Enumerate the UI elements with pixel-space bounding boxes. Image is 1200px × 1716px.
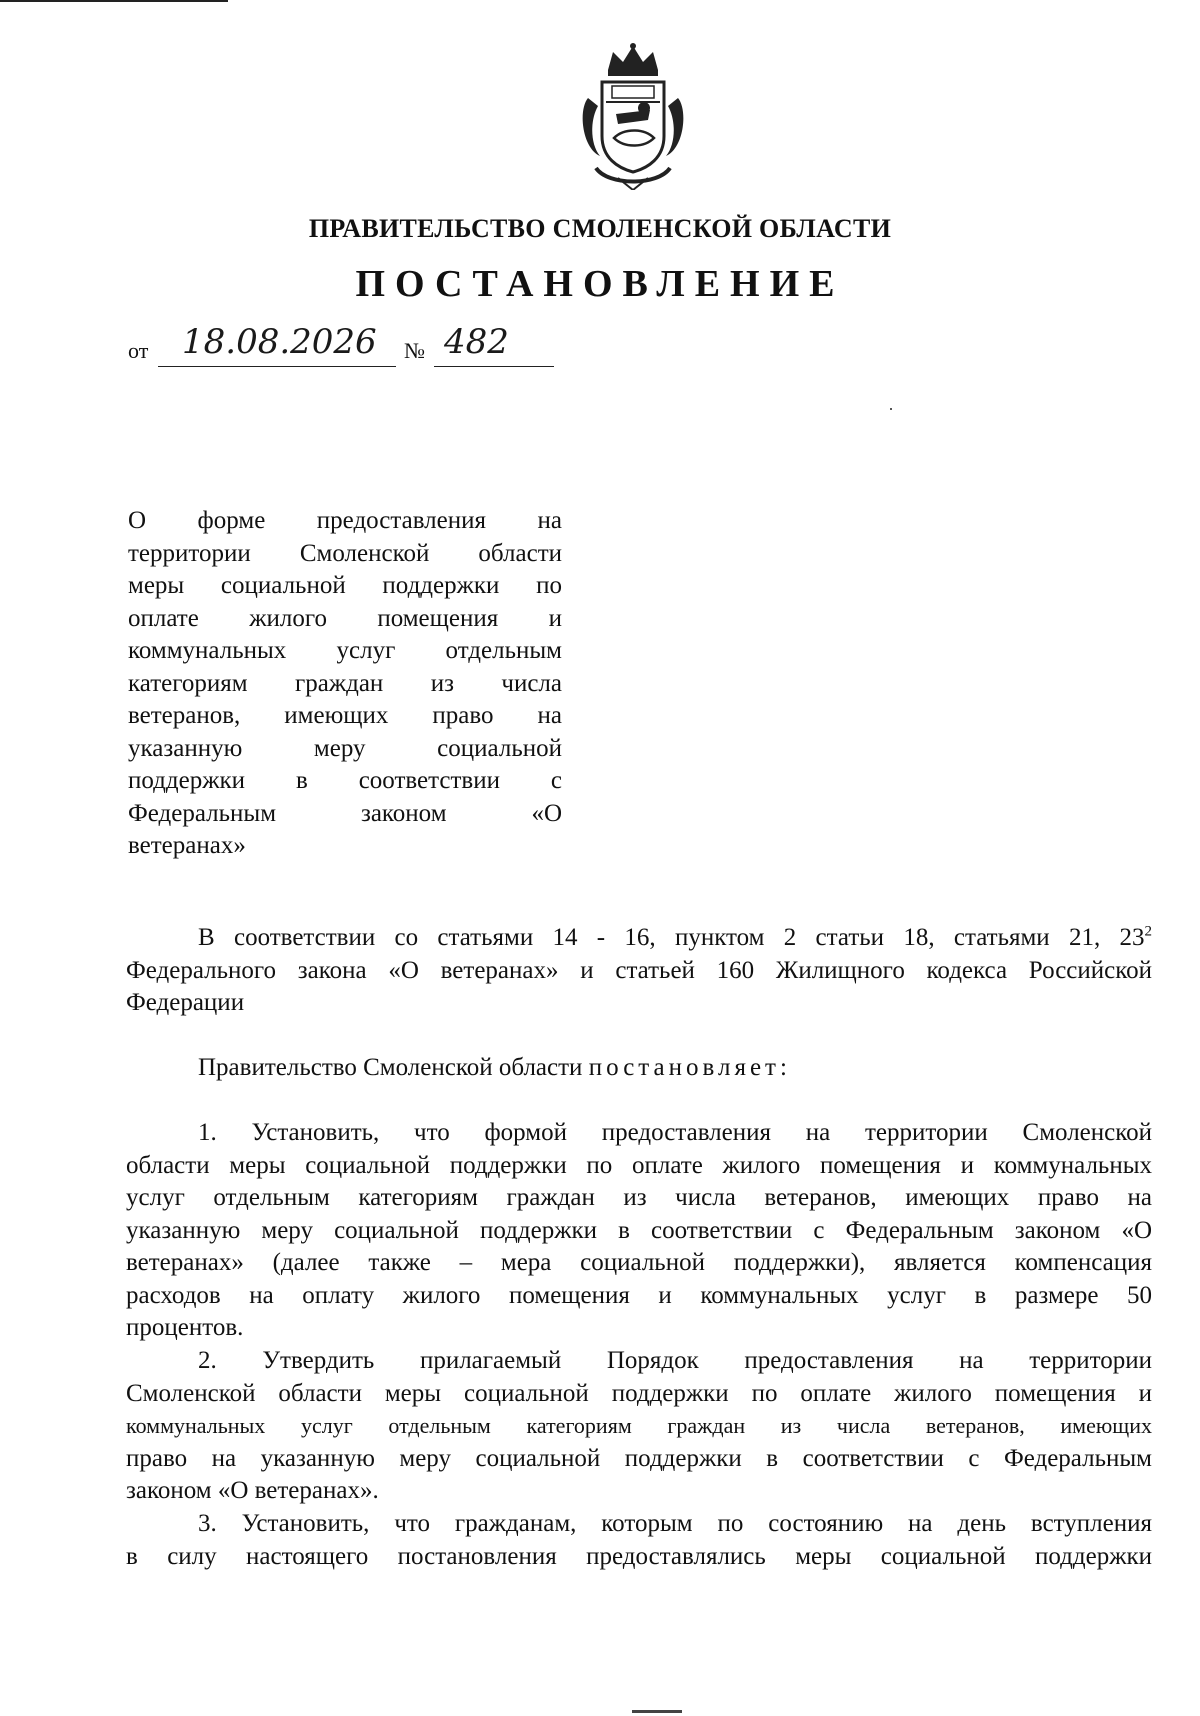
document-type-title: ПОСТАНОВЛЕНИЕ xyxy=(355,263,845,305)
item-1-line: процентов. xyxy=(126,1314,244,1341)
document-subject xyxy=(128,505,562,863)
organization-name: ПРАВИТЕЛЬСТВО СМОЛЕНСКОЙ ОБЛАСТИ xyxy=(308,214,892,243)
item-2-paragraph xyxy=(126,1345,1152,1508)
date-value-handwritten: 18.08.2026 xyxy=(182,322,377,362)
date-number-line xyxy=(128,322,558,370)
item-1-line: расходов на оплату жилого помещения и коммунальных услуг в размере 50 xyxy=(126,1281,1152,1309)
stray-mark xyxy=(890,408,892,410)
preamble-text: В соответствии со статьями 14 - 16, пунктом 2 статьи 18, статьями 21, 23 xyxy=(198,924,1145,951)
subject-line: поддержки в соответствии с xyxy=(128,767,562,794)
item-1-line: указанную меру социальной поддержки в соответствии с Федеральным законом «О xyxy=(126,1216,1152,1244)
preamble-line: Федерации xyxy=(126,989,245,1016)
number-underline xyxy=(434,366,554,367)
item-3-paragraph xyxy=(126,1508,1152,1573)
resolves-prefix: Правительство Смоленской области xyxy=(198,1054,583,1081)
preamble-line: Федерального закона «О ветеранах» и статьей 160 Жилищного кодекса Российской xyxy=(126,956,1152,984)
subject-line: категориям граждан из числа xyxy=(128,669,562,697)
resolves-paragraph xyxy=(126,1052,1152,1085)
item-2-line: коммунальных услуг отдельным категориям граждан из числа ветеранов, имеющих xyxy=(126,1413,1152,1438)
number-label: № xyxy=(404,338,425,363)
subject-line: меры социальной поддержки по xyxy=(128,572,562,599)
resolves-spaced-word: постановляет: xyxy=(588,1054,791,1081)
item-2-line: 2. Утвердить прилагаемый Порядок предоставления на территории xyxy=(198,1347,1152,1374)
item-3-line: 3. Установить, что гражданам, которым по состоянию на день вступления xyxy=(198,1510,1152,1537)
subject-line: коммунальных услуг отдельным xyxy=(128,637,562,664)
preamble-line xyxy=(126,922,1152,955)
subject-line: ветеранах» xyxy=(128,832,246,859)
subject-line: ветеранов, имеющих право на xyxy=(128,702,562,729)
date-underline xyxy=(158,366,396,367)
item-1-line: области меры социальной поддержки по оплате жилого помещения и коммунальных xyxy=(126,1151,1152,1179)
subject-line: О форме предоставления на xyxy=(128,507,562,534)
item-1-paragraph xyxy=(126,1117,1152,1345)
resolves-line xyxy=(126,1052,1152,1085)
item-1-line: услуг отдельным категориям граждан из числа ветеранов, имеющих право на xyxy=(126,1184,1152,1211)
coat-of-arms-emblem xyxy=(578,40,688,190)
bottom-mark xyxy=(632,1710,682,1713)
item-2-line: законом «О ветеранах». xyxy=(126,1477,379,1504)
subject-line: указанную меру социальной xyxy=(128,734,562,762)
item-2-line: право на указанную меру социальной поддержки в соответствии с Федеральным xyxy=(126,1444,1152,1472)
number-value-handwritten: 482 xyxy=(444,322,509,362)
preamble-paragraph xyxy=(126,922,1152,1020)
item-3-line: в силу настоящего постановления предоставлялись меры социальной поддержки xyxy=(126,1542,1152,1570)
top-rule xyxy=(0,0,228,2)
superscript: 2 xyxy=(1144,923,1152,940)
date-label: от xyxy=(128,338,149,363)
subject-line: оплате жилого помещения и xyxy=(128,604,562,632)
item-2-line: Смоленской области меры социальной поддержки по оплате жилого помещения и xyxy=(126,1379,1152,1407)
item-1-line: ветеранах» (далее также – мера социальной поддержки), является компенсация xyxy=(126,1249,1152,1276)
subject-line: территории Смоленской области xyxy=(128,539,562,567)
subject-line: Федеральным законом «О xyxy=(128,799,562,827)
item-1-line: 1. Установить, что формой предоставления на территории Смоленской xyxy=(198,1119,1152,1146)
